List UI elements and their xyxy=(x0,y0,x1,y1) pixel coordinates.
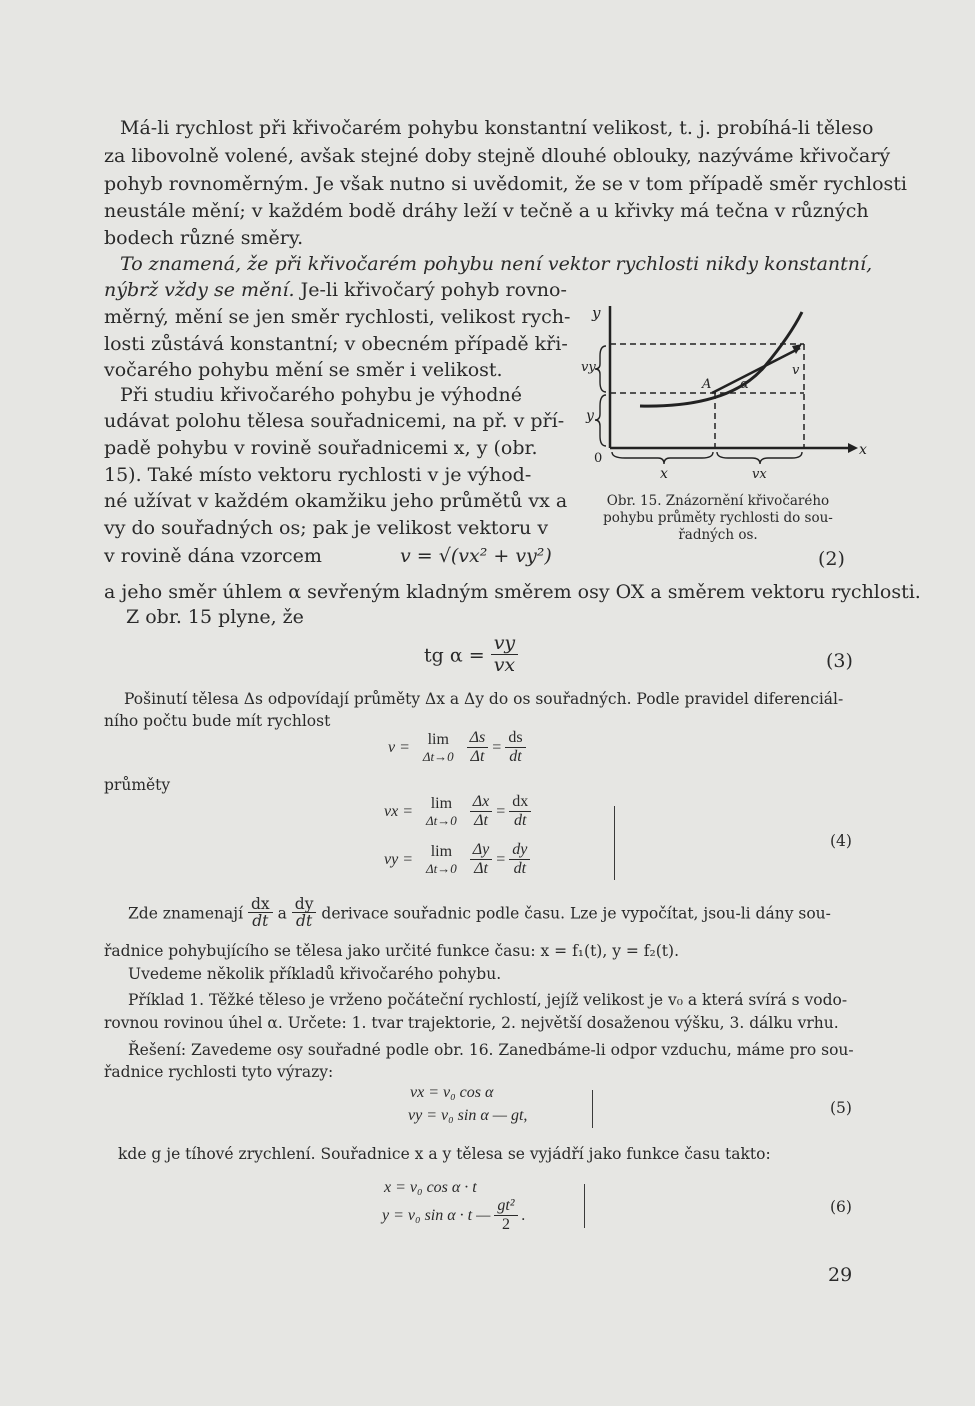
y-brace xyxy=(595,395,606,446)
p3-line7: v rovině dána vzorcem xyxy=(104,545,322,567)
eqvx-f1n: Δx xyxy=(470,794,493,812)
eqvx-limit xyxy=(423,795,460,828)
caption-line3: řadných os. xyxy=(678,526,758,543)
eqvx-eq: = xyxy=(496,803,506,821)
small-p1-line1: Pošinutí tělesa Δs odpovídají průměty Δx a Δy do os souřadných. Podle pravidel diferenciál- xyxy=(124,690,844,708)
zde-f2n: dy xyxy=(292,896,317,913)
p1-line2: za libovolně volené, avšak stejné doby stejně dlouhé oblouky, nazýváme křivočarý xyxy=(104,145,891,167)
pru-label: průměty xyxy=(104,776,171,794)
zde-f1d: dt xyxy=(252,912,269,931)
eq6b-frac xyxy=(494,1198,517,1234)
priklad-line2: rovnou rovinou úhel α. Určete: 1. tvar trajektorie, 2. největší dosaženou výšku, 3. dálku vrhu. xyxy=(104,1014,839,1032)
p3-line4: 15). Také místo vektoru rychlosti v je výhod- xyxy=(104,464,532,486)
equation-6-number: (6) xyxy=(830,1198,852,1216)
priklad-line1: Příklad 1. Těžké těleso je vrženo počáteční rychlostí, jejíž velikost je v₀ a která svírá s vodo- xyxy=(128,991,848,1009)
equation-vy xyxy=(384,842,530,878)
eqv-eq: = xyxy=(492,739,502,757)
eqv-lhs: v = xyxy=(388,739,410,757)
p2-italic-end: nýbrž vždy se mění. xyxy=(104,279,295,301)
reseni-line2: řadnice rychlosti tyto výrazy: xyxy=(104,1063,334,1081)
eqvx-f1d: Δt xyxy=(474,811,488,829)
eq3-fraction xyxy=(491,634,518,677)
eq6b-fn: gt² xyxy=(494,1198,517,1216)
eqvy-limit xyxy=(423,843,460,876)
equation-5-number: (5) xyxy=(830,1099,852,1117)
zde-f1n: dx xyxy=(248,896,273,913)
p3-line5: né užívat v každém okamžiku jeho průmětů vx a xyxy=(104,490,568,512)
uvedeme-line: Uvedeme několik příkladů křivočarého pohybu. xyxy=(128,965,502,983)
p2-line2-rest: Je-li křivočarý pohyb rovno- xyxy=(294,279,567,301)
eqvy-f1d: Δt xyxy=(474,859,488,877)
equation-3 xyxy=(424,634,518,677)
eq3-lhs: tg α = xyxy=(424,644,485,667)
p3-line2: udávat polohu tělesa souřadnicemi, na př. v pří- xyxy=(104,410,565,432)
eqvy-lim: lim xyxy=(430,843,453,861)
eqvy-lhs: vy = xyxy=(384,851,413,869)
label-y2: y xyxy=(586,408,594,424)
p2-line2 xyxy=(104,279,567,301)
equation-5a: vx = v₀ cos α xyxy=(410,1084,494,1101)
eqv-f1d: Δt xyxy=(470,747,485,765)
caption-line2: pohybu průměty rychlosti do sou- xyxy=(603,509,833,526)
p3-line3: padě pohybu v rovině souřadnicemi x, y (obr. xyxy=(104,437,538,459)
small-p1-line2: ního počtu bude mít rychlost xyxy=(104,712,331,730)
eqv-f2n: ds xyxy=(505,730,525,748)
eqvy-f1n: Δy xyxy=(470,842,493,860)
equation-2: v = √(vx² + vy²) xyxy=(400,545,552,567)
zde-frac1 xyxy=(248,896,273,931)
zde-line xyxy=(128,896,831,931)
p3-line8: a jeho směr úhlem α sevřeným kladným směrem osy OX a směrem vektoru rychlosti. xyxy=(104,581,921,603)
p3-line1: Při studiu křivočarého pohybu je výhodné xyxy=(120,384,522,406)
p1-line4: neustále mění; v každém bodě dráhy leží v tečně a u křivky má tečna v různých xyxy=(104,200,869,222)
equation-6a: x = v₀ cos α · t xyxy=(384,1179,477,1196)
x-brace xyxy=(612,452,713,464)
figure-15-diagram xyxy=(580,296,870,486)
p3-line9: Z obr. 15 plyne, že xyxy=(126,606,304,628)
equation-5-brace xyxy=(588,1090,593,1128)
zde-f2d: dt xyxy=(296,912,313,931)
page-number: 29 xyxy=(828,1264,853,1286)
label-alpha: α xyxy=(740,377,749,392)
eqv-f2d: dt xyxy=(509,747,522,765)
eqvy-frac1 xyxy=(470,842,493,878)
eqv-frac2 xyxy=(505,730,525,766)
figure-15-caption xyxy=(578,493,858,544)
caption-line1: Obr. 15. Znázornění křivočarého xyxy=(606,493,830,509)
eqv-sub: Δt→0 xyxy=(422,748,454,764)
equation-2-number: (2) xyxy=(818,548,845,570)
eqvy-frac2 xyxy=(509,842,530,878)
label-x: x xyxy=(660,466,668,482)
vy-brace xyxy=(595,346,606,392)
eqv-limit xyxy=(420,731,457,764)
zde-pre: Zde znamenají xyxy=(128,904,244,923)
eq3-numerator: vy xyxy=(491,634,518,655)
equation-vx xyxy=(384,794,531,830)
eqvy-sub: Δt→0 xyxy=(426,860,457,876)
eqvx-f2n: dx xyxy=(509,794,531,812)
label-vx: vx xyxy=(752,467,767,482)
eqv-lim: lim xyxy=(427,731,449,749)
p1-line5: bodech různé směry. xyxy=(104,227,304,249)
vx-brace xyxy=(717,452,802,464)
eqvy-f2n: dy xyxy=(509,842,530,860)
p1-line3: pohyb rovnoměrným. Je však nutno si uvědomit, že se v tom případě směr rychlosti xyxy=(104,173,907,195)
eqvy-eq: = xyxy=(496,851,506,869)
label-y: y xyxy=(592,304,601,322)
eqvx-lhs: vx = xyxy=(384,803,413,821)
eqv-frac1 xyxy=(467,730,489,766)
eqvx-sub: Δt→0 xyxy=(426,812,457,828)
equation-4-brace xyxy=(608,806,615,880)
equation-4-number: (4) xyxy=(830,832,852,850)
p2-line1: To znamená, že při křivočarém pohybu není vektor rychlosti nikdy konstantní, xyxy=(120,253,873,275)
eq3-denominator: vx xyxy=(493,653,516,676)
label-v: v xyxy=(792,363,800,378)
eqvx-f2d: dt xyxy=(514,811,527,829)
eqvy-f2d: dt xyxy=(513,859,527,877)
eqvx-lim: lim xyxy=(430,795,453,813)
equation-6-brace xyxy=(580,1184,585,1228)
eqvx-frac1 xyxy=(470,794,493,830)
label-vy: vy xyxy=(581,360,596,375)
zde-frac2 xyxy=(292,896,317,931)
zde-line2: řadnice pohybujícího se tělesa jako určité funkce času: x = f₁(t), y = f₂(t). xyxy=(104,942,679,960)
zde-mid: a xyxy=(277,904,287,923)
p2-line5: vočarého pohybu mění se směr i velikost. xyxy=(104,359,503,381)
label-origin: 0 xyxy=(594,451,603,466)
eq6b-pre: y = v₀ sin α · t — xyxy=(382,1207,491,1225)
kde-line: kde g je tíhové zrychlení. Souřadnice x a y tělesa se vyjádří jako funkce času takto: xyxy=(118,1145,771,1163)
eqv-f1n: Δs xyxy=(467,730,489,748)
eq6b-fd: 2 xyxy=(501,1215,510,1233)
label-x-axis: x xyxy=(859,442,867,458)
velocity-vector xyxy=(712,348,800,393)
equation-3-number: (3) xyxy=(826,650,853,672)
reseni-line1: Řešení: Zavedeme osy souřadné podle obr. 16. Zanedbáme-li odpor vzduchu, máme pro sou- xyxy=(128,1041,854,1059)
equation-5b: vy = v₀ sin α — gt, xyxy=(408,1107,528,1124)
p2-line3: měrný, mění se jen směr rychlosti, velikost rych- xyxy=(104,306,571,328)
eq6b-post: . xyxy=(521,1207,526,1225)
label-a: A xyxy=(702,377,712,392)
x-axis-arrow xyxy=(848,443,858,453)
p1-line1: Má-li rychlost při křivočarém pohybu konstantní velikost, t. j. probíhá-li těleso xyxy=(120,117,874,139)
p3-line6: vy do souřadných os; pak je velikost vektoru v xyxy=(104,517,549,539)
equation-v xyxy=(388,730,526,766)
p2-line4: losti zůstává konstantní; v obecném případě kři- xyxy=(104,333,568,355)
equation-6b xyxy=(382,1198,526,1234)
zde-post: derivace souřadnic podle času. Lze je vypočítat, jsou-li dány sou- xyxy=(321,904,831,923)
eqvx-frac2 xyxy=(509,794,531,830)
